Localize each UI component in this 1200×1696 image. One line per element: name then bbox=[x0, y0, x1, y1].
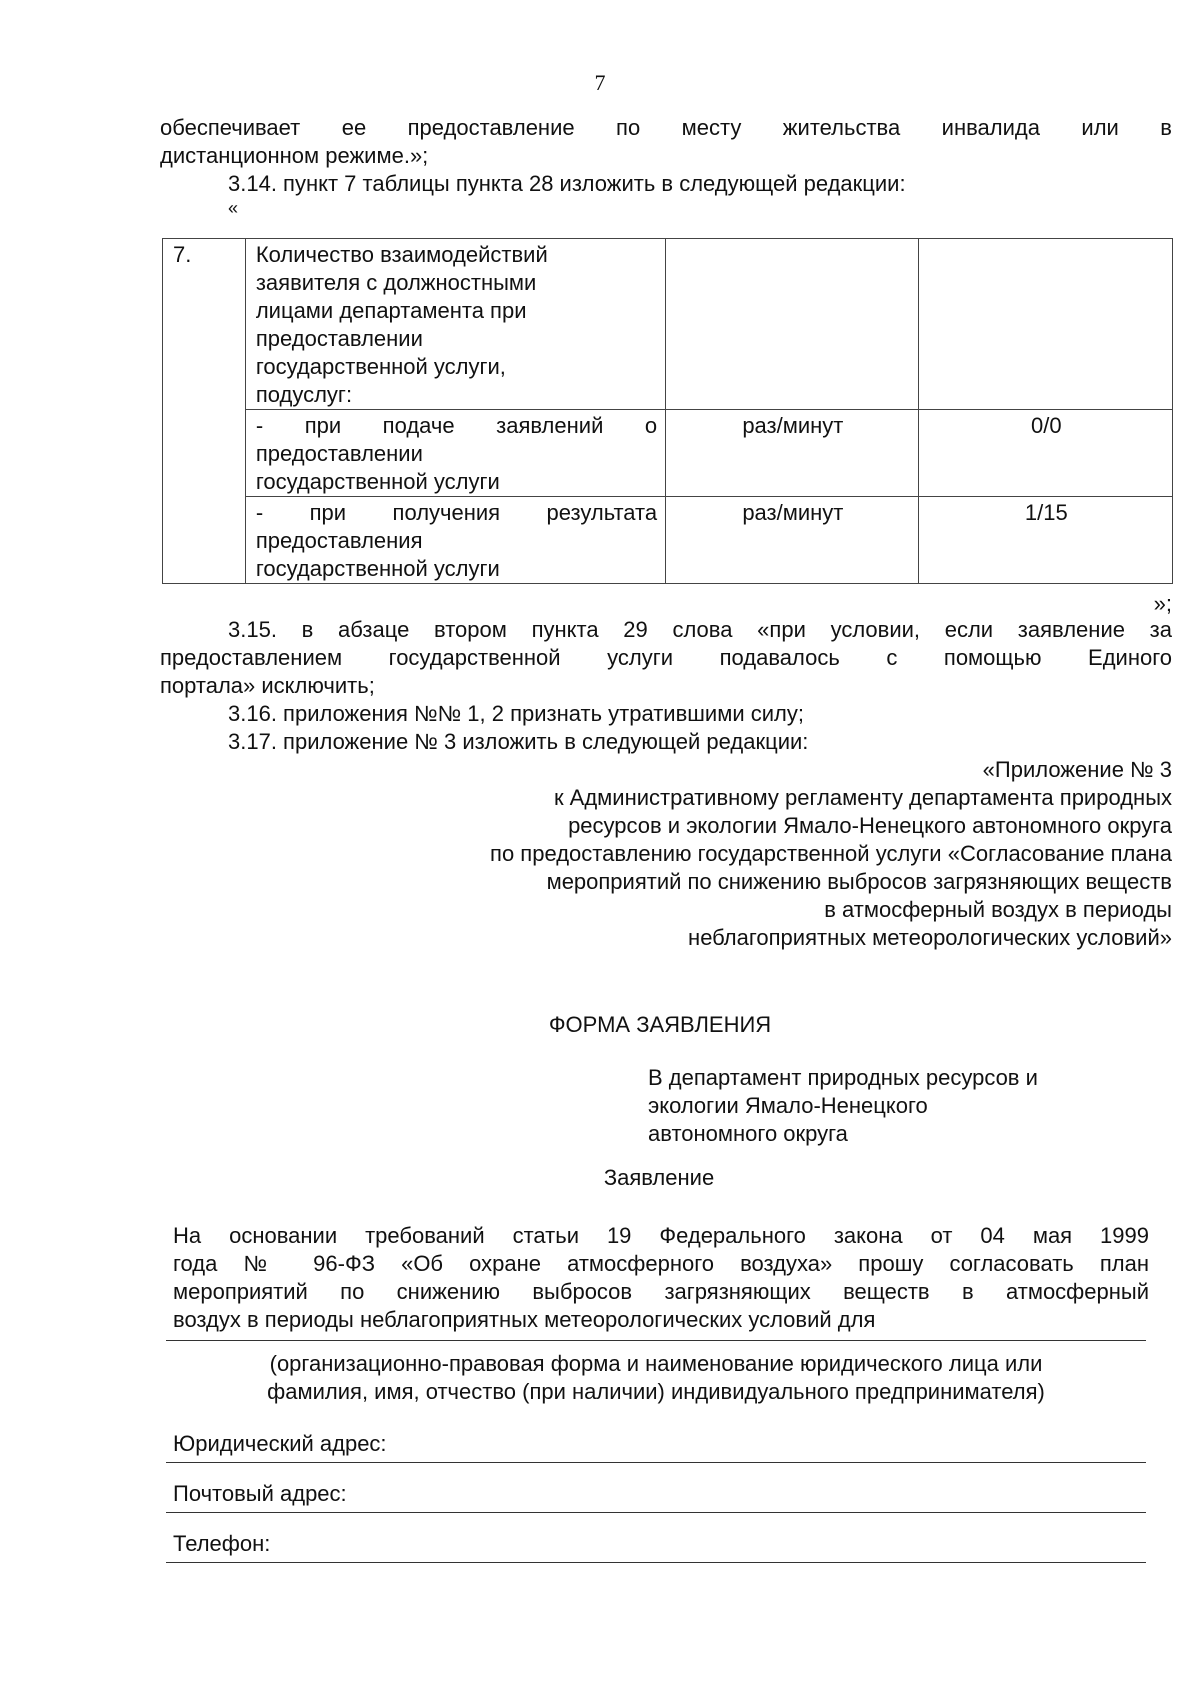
title-line: лицами департамента при bbox=[255, 298, 527, 323]
statement-line-2: года № 96-ФЗ «Об охране атмосферного воздуха» прошу согласовать план bbox=[173, 1251, 1149, 1276]
subservice-cell bbox=[245, 497, 665, 584]
appendix-line: «Приложение № 3 bbox=[982, 757, 1172, 782]
legal-address-line bbox=[166, 1462, 1146, 1463]
subservice-line: государственной услуги bbox=[255, 556, 500, 581]
unit-cell: раз/минут bbox=[666, 497, 918, 584]
item-3-15-line-2: предоставлением государственной услуги подавалось с помощью Единого bbox=[160, 645, 1172, 670]
phone-line bbox=[166, 1562, 1146, 1563]
form-title: ФОРМА ЗАЯВЛЕНИЯ bbox=[548, 1012, 772, 1037]
statement-line-1: На основании требований статьи 19 Федерального закона от 04 мая 1999 bbox=[173, 1223, 1149, 1248]
table-row bbox=[163, 410, 1173, 497]
applicant-name-line bbox=[166, 1340, 1146, 1341]
postal-address-label: Почтовый адрес: bbox=[173, 1481, 347, 1506]
item-3-15-line-1: 3.15. в абзаце втором пункта 29 слова «при условии, если заявление за bbox=[228, 617, 1172, 642]
title-cell bbox=[245, 239, 665, 410]
statement-line-3: мероприятий по снижению выбросов загрязняющих веществ в атмосферный bbox=[173, 1279, 1149, 1304]
addressee-line: экологии Ямало-Ненецкого bbox=[648, 1093, 928, 1118]
subservice-line: предоставления bbox=[255, 528, 423, 553]
row-number: 7. bbox=[173, 242, 192, 267]
table-row bbox=[163, 239, 1173, 410]
caption-line-2: фамилия, имя, отчество (при наличии) индивидуального предпринимателя) bbox=[267, 1379, 1045, 1404]
intro-line-2: дистанционном режиме.»; bbox=[160, 143, 429, 168]
phone-label: Телефон: bbox=[173, 1531, 271, 1556]
title-line: Количество взаимодействий bbox=[255, 242, 548, 267]
appendix-line: неблагоприятных метеорологических условий» bbox=[688, 925, 1172, 950]
title-line: предоставлении bbox=[255, 326, 423, 351]
statement-title: Заявление bbox=[603, 1165, 715, 1190]
item-3-14: 3.14. пункт 7 таблицы пункта 28 изложить в следующей редакции: bbox=[228, 171, 906, 196]
intro-line-1: обеспечивает ее предоставление по месту жительства инвалида или в bbox=[160, 115, 1172, 140]
item-3-17: 3.17. приложение № 3 изложить в следующей редакции: bbox=[228, 729, 809, 754]
value-cell: 1/15 bbox=[918, 497, 1172, 584]
subservice-line: государственной услуги bbox=[255, 469, 500, 494]
item-3-16: 3.16. приложения №№ 1, 2 признать утратившими силу; bbox=[228, 701, 804, 726]
appendix-header bbox=[300, 756, 1172, 952]
open-quote: « bbox=[228, 198, 239, 218]
title-line: заявителя с должностными bbox=[255, 270, 537, 295]
appendix-line: по предоставлению государственной услуги «Согласование плана bbox=[490, 841, 1172, 866]
subservice-line: - при получения результата bbox=[255, 500, 658, 525]
caption-line-1: (организационно-правовая форма и наименование юридического лица или bbox=[269, 1351, 1043, 1376]
appendix-line: в атмосферный воздух в периоды bbox=[824, 897, 1172, 922]
appendix-line: к Административному регламенту департамента природных bbox=[553, 785, 1172, 810]
addressee bbox=[648, 1064, 1168, 1148]
table-row bbox=[163, 497, 1173, 584]
close-quote: »; bbox=[1153, 591, 1172, 616]
subservice-line: - при подаче заявлений о bbox=[255, 413, 658, 438]
addressee-line: В департамент природных ресурсов и bbox=[648, 1065, 1038, 1090]
page-number: 7 bbox=[594, 70, 606, 95]
subservice-line: предоставлении bbox=[255, 441, 423, 466]
statement-line-4: воздух в периоды неблагоприятных метеорологических условий для bbox=[173, 1307, 876, 1332]
appendix-line: ресурсов и экологии Ямало-Ненецкого автономного округа bbox=[568, 813, 1172, 838]
appendix-line: мероприятий по снижению выбросов загрязняющих веществ bbox=[546, 869, 1172, 894]
title-line: подуслуг: bbox=[255, 382, 353, 407]
unit-cell-empty bbox=[666, 239, 918, 410]
row-number-cell bbox=[163, 239, 246, 584]
item-3-15-line-3: портала» исключить; bbox=[160, 673, 375, 698]
interaction-table bbox=[162, 238, 1173, 584]
addressee-line: автономного округа bbox=[648, 1121, 848, 1146]
legal-address-label: Юридический адрес: bbox=[173, 1431, 387, 1456]
value-cell: 0/0 bbox=[918, 410, 1172, 497]
unit-cell: раз/минут bbox=[666, 410, 918, 497]
subservice-cell bbox=[245, 410, 665, 497]
value-cell-empty bbox=[918, 239, 1172, 410]
title-line: государственной услуги, bbox=[255, 354, 506, 379]
postal-address-line bbox=[166, 1512, 1146, 1513]
